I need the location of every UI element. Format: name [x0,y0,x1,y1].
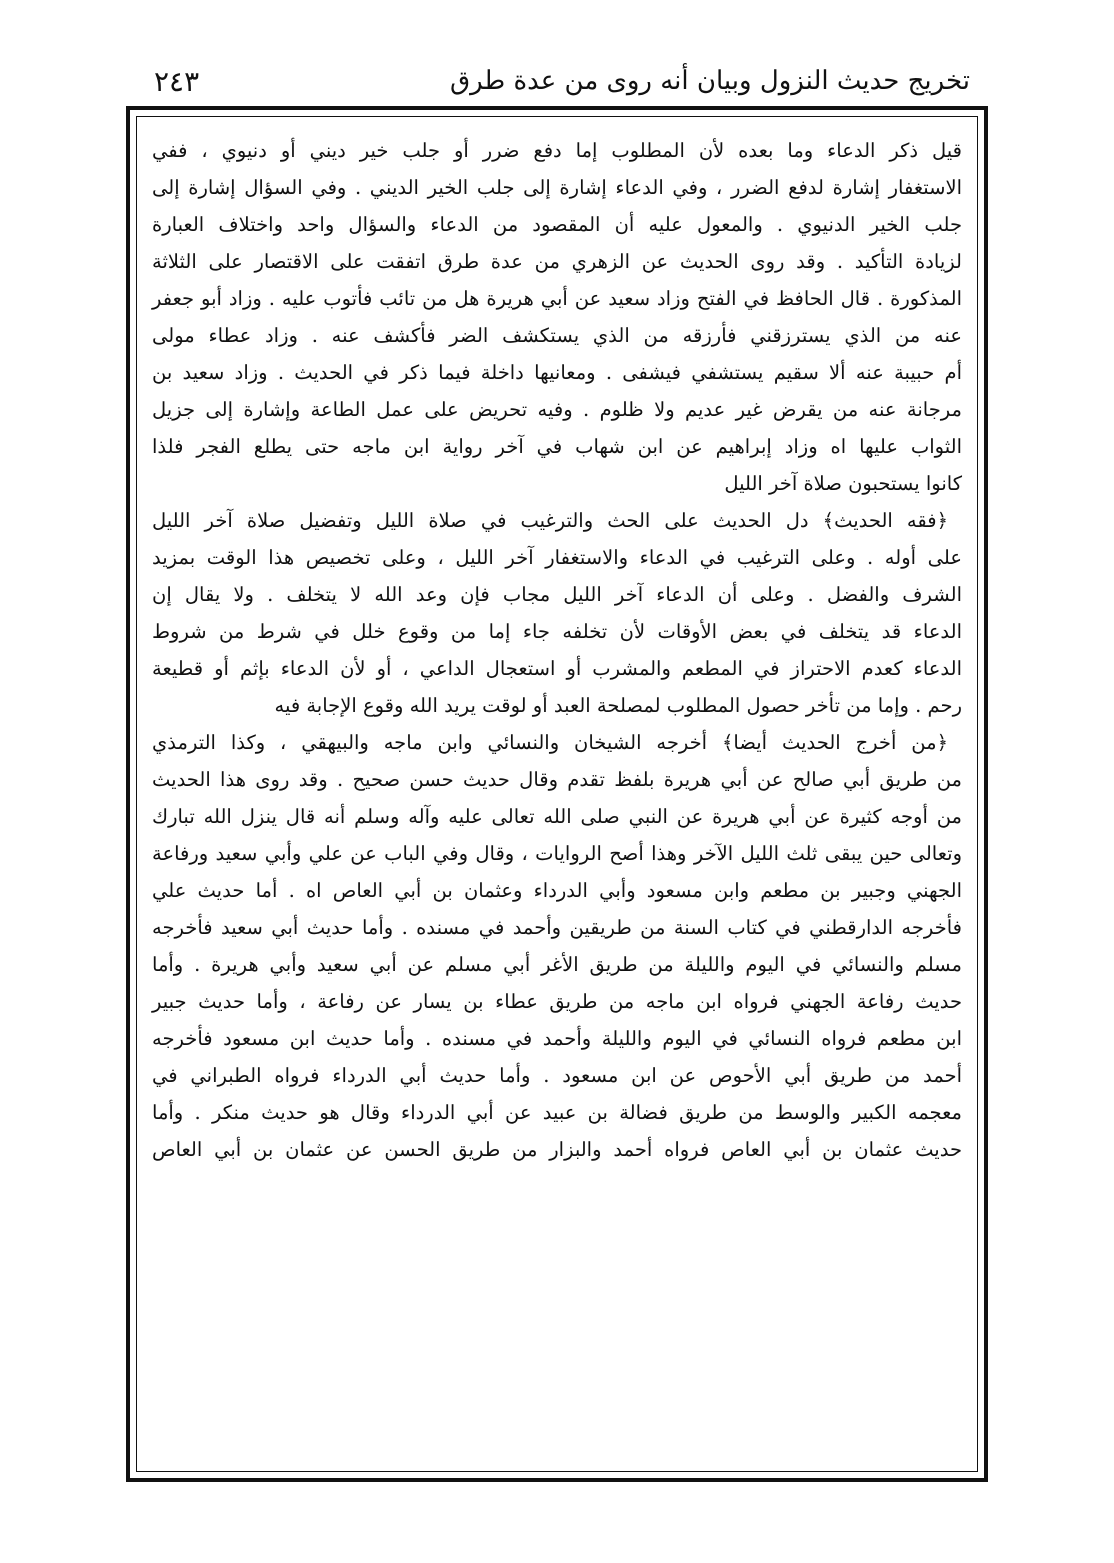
text-line: معجمه الكبير والوسط من طريق فضالة بن عبيد عن أبي الدرداء وقال هو حديث منكر . وأما [152,1101,962,1124]
paragraph-end-line: كانوا يستحبون صلاة آخر الليل [724,472,962,495]
text-line: حديث رفاعة الجهني فرواه ابن ماجه من طريق عطاء بن يسار عن رفاعة ، وأما حديث جبير [152,990,962,1013]
page-header [140,58,970,106]
text-line: أم حبيبة عنه ألا سقيم يستشفي فيشفى . ومعانيها داخلة فيما ذكر في الحديث . وزاد سعيد بن [152,361,962,384]
text-line: لزيادة التأكيد . وقد روى الحديث عن الزهري من عدة طرق اتفقت على الاقتصار على الثلاثة [152,250,962,273]
paragraph-end-line: رحم . وإما من تأخر حصول المطلوب لمصلحة العبد أو لوقت يريد الله وقوع الإجابة فيه [274,694,962,717]
running-title: تخريج حديث النزول وبيان أنه روى من عدة طرق [450,66,970,97]
text-line: على أوله . وعلى الترغيب في الدعاء والاستغفار آخر الليل ، وعلى تخصيص هذا الوقت بمزيد [152,546,962,569]
text-line: مرجانة عنه من يقرض غير عديم ولا ظلوم . وفيه تحريض على عمل الطاعة وإشارة إلى جزيل [152,398,962,421]
main-text [146,132,968,1462]
text-line: ابن مطعم فرواه النسائي في اليوم والليلة وأحمد في مسنده . وأما حديث ابن مسعود فأخرجه [152,1027,962,1050]
text-line: الدعاء قد يتخلف في بعض الأوقات لأن تخلفه جاء إما من وقوع خلل في شرط من شروط [152,620,962,643]
text-line: أحمد من طريق أبي الأحوص عن ابن مسعود . وأما حديث أبي الدرداء فرواه الطبراني في [152,1064,962,1087]
section-heading-line: ﴿من أخرج الحديث أيضا﴾ أخرجه الشيخان والنسائي وابن ماجه والبيهقي ، وكذا الترمذي [152,731,948,754]
text-line: من طريق أبي صالح عن أبي هريرة بلفظ تقدم وقال حديث حسن صحيح . وقد روى هذا الحديث [152,768,962,791]
section-heading-line: ﴿فقه الحديث﴾ دل الحديث على الحث والترغيب في صلاة الليل وتفضيل صلاة آخر الليل [152,509,948,532]
text-line: الشرف والفضل . وعلى أن الدعاء آخر الليل مجاب فإن وعد الله لا يتخلف . ولا يقال إن [152,583,962,606]
text-line: الاستغفار إشارة لدفع الضرر ، وفي الدعاء إشارة إلى جلب الخير الديني . وفي السؤال إشارة إلى [152,176,962,199]
text-line: مسلم والنسائي في اليوم والليلة من طريق الأغر أبي مسلم عن أبي سعيد وأبي هريرة . وأما [152,953,962,976]
text-line: الجهني وجبير بن مطعم وابن مسعود وأبي الدرداء وعثمان بن أبي العاص اه . أما حديث علي [152,879,962,902]
text-line: عنه من الذي يسترزقني فأرزقه من الذي يستكشف الضر فأكشف عنه . وزاد عطاء مولى [152,324,962,347]
text-line: المذكورة . قال الحافظ في الفتح وزاد سعيد عن أبي هريرة هل من تائب فأتوب عليه . وزاد أبو جعفر [152,287,962,310]
text-line: جلب الخير الدنيوي . والمعول عليه أن المقصود من الدعاء والسؤال واحد واختلاف العبارة [152,213,962,236]
text-line: حديث عثمان بن أبي العاص فرواه أحمد والبزار من طريق الحسن عن عثمان بن أبي العاص [152,1138,962,1161]
text-line: الدعاء كعدم الاحتراز في المطعم والمشرب أو استعجال الداعي ، أو لأن الدعاء بإثم أو قطيعة [152,657,962,680]
text-line: وتعالى حين يبقى ثلث الليل الآخر وهذا أصح الروايات ، وقال وفي الباب عن علي وأبي سعيد ورفاعة [152,842,962,865]
text-line: الثواب عليها اه وزاد إبراهيم عن ابن شهاب في آخر رواية ابن ماجه حتى يطلع الفجر فلذا [152,435,962,458]
text-line: فأخرجه الدارقطني في كتاب السنة من طريقين وأحمد في مسنده . وأما حديث أبي سعيد فأخرجه [152,916,962,939]
page-number: ٢٤٣ [154,65,200,99]
text-line: من أوجه كثيرة عن أبي هريرة عن النبي صلى الله تعالى عليه وآله وسلم أنه قال ينزل الله تبارك [152,805,962,828]
text-line: قيل ذكر الدعاء وما بعده لأن المطلوب إما دفع ضرر أو جلب خير ديني أو دنيوي ، ففي [152,139,962,162]
